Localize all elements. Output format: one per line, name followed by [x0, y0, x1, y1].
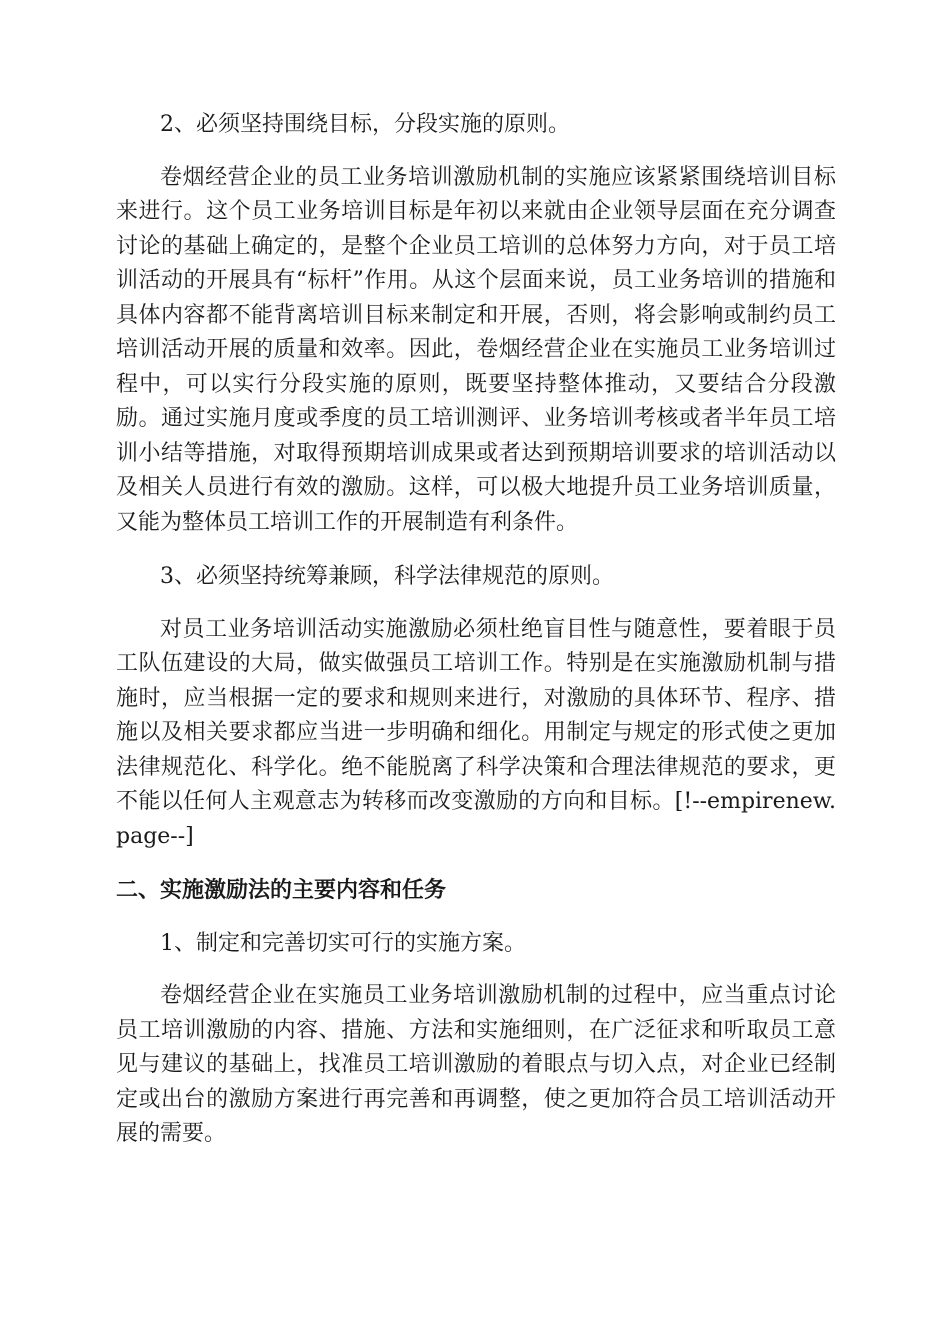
subheading-principle-2: 2、必须坚持围绕目标，分段实施的原则。	[160, 112, 570, 137]
section-heading-2: 二、实施激励法的主要内容和任务	[116, 878, 447, 903]
subheading-principle-3: 3、必须坚持统筹兼顾，科学法律规范的原则。	[160, 564, 614, 589]
paragraph-task-1-body: 卷烟经营企业在实施员工业务培训激励机制的过程中，应当重点讨论员工培训激励的内容、措施、方法和实施细则，在广泛征求和听取员工意见与建议的基础上，找准员工培训激励的着眼点与切入点，对企业已经制定或出台的激励方案进行再完善和再调整，使之更加符合员工培训活动开展的需要。	[116, 983, 836, 1146]
paragraph-principle-3-body: 对员工业务培训活动实施激励必须杜绝盲目性与随意性，要着眼于员工队伍建设的大局，做实做强员工培训工作。特别是在实施激励机制与措施时，应当根据一定的要求和规则来进行，对激励的具体环节、程序、措施以及相关要求都应当进一步明确和细化。用制定与规定的形式使之更加法律规范化、科学化。绝不能脱离了科学决策和合理法律规范的要求，更不能以任何人主观意志为转移而改变激励的方向和目标。[!--empirenew.page--]	[116, 616, 836, 849]
document-page	[116, 108, 836, 1172]
subheading-task-1: 1、制定和完善切实可行的实施方案。	[160, 930, 526, 956]
paragraph-principle-2-body: 卷烟经营企业的员工业务培训激励机制的实施应该紧紧围绕培训目标来进行。这个员工业务培训目标是年初以来就由企业领导层面在充分调查讨论的基础上确定的，是整个企业员工培训的总体努力方向，对于员工培训活动的开展具有“标杆”作用。从这个层面来说，员工业务培训的措施和具体内容都不能背离培训目标来制定和开展，否则，将会影响或制约员工培训活动开展的质量和效率。因此，卷烟经营企业在实施员工业务培训过程中，可以实行分段实施的原则，既要坚持整体推动，又要结合分段激励。通过实施月度或季度的员工培训测评、业务培训考核或者半年员工培训小结等措施，对取得预期培训成果或者达到预期培训要求的培训活动以及相关人员进行有效的激励。这样，可以极大地提升员工业务培训质量，又能为整体员工培训工作的开展制造有利条件。	[116, 164, 836, 535]
